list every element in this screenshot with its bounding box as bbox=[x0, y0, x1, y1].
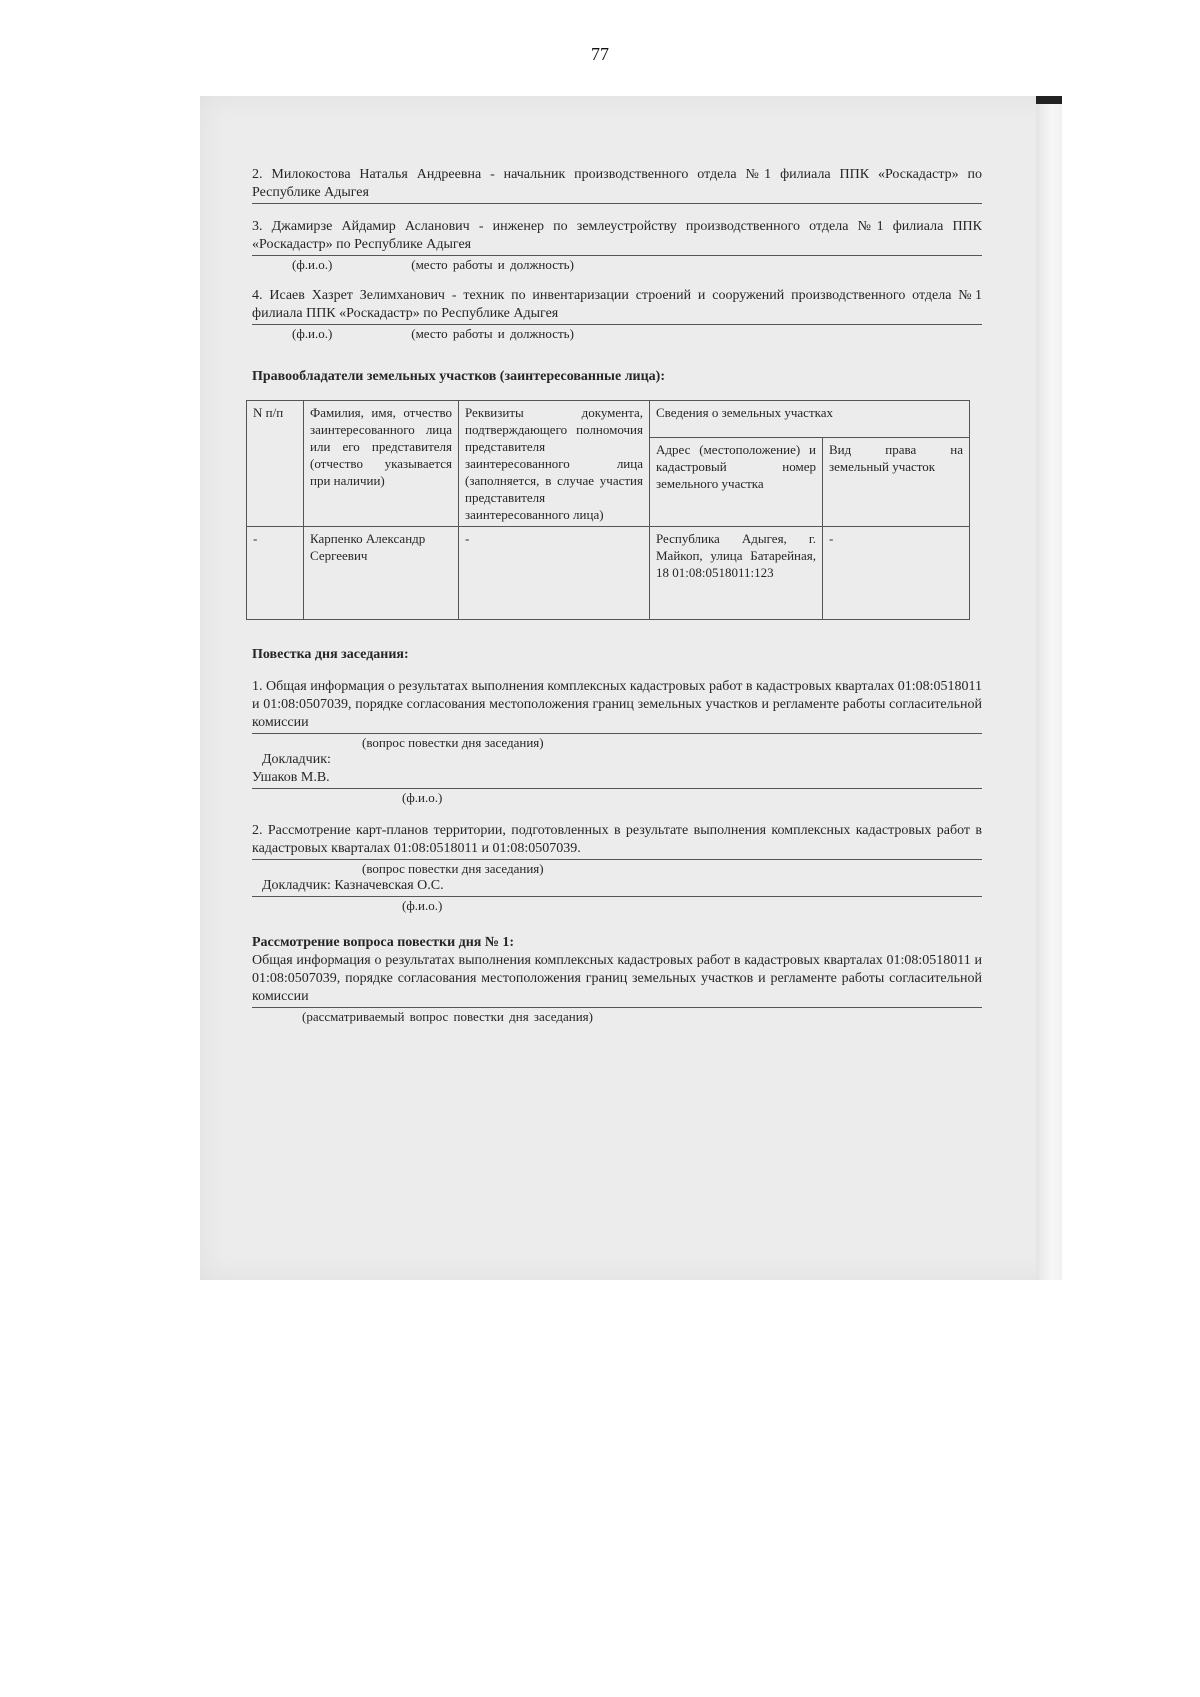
consideration-text: Общая информация о результатах выполнения комплексных кадастровых работ в кадастровых кварталах 01:08:0518011 и 01:08:0507039, порядке согласования местоположения границ земельных участков и регламенте работы согласительной комиссии bbox=[252, 952, 982, 1008]
scan-edge bbox=[1036, 96, 1062, 1280]
member-text: 2. Милокостова Наталья Андреевна - начальник производственного отдела №1 филиала ППК «Роскадастр» по Республике Адыгея bbox=[252, 166, 982, 204]
agenda-item-2 bbox=[252, 822, 982, 914]
agenda-title: Повестка дня заседания: bbox=[252, 647, 409, 662]
table-header-row bbox=[247, 401, 970, 438]
agenda-text: 2. Рассмотрение карт-планов территории, подготовленных в результате выполнения комплексных кадастровых работ в кадастровых кварталах 01:08:0518011 и 01:08:0507039. bbox=[252, 822, 982, 860]
consideration-title: Рассмотрение вопроса повестки дня № 1: bbox=[252, 935, 515, 950]
member-entry-3 bbox=[252, 218, 982, 273]
header-right: Вид права на земельный участок bbox=[823, 437, 970, 526]
fio-caption: (ф.и.о.) bbox=[292, 257, 333, 272]
header-number: N п/п bbox=[247, 401, 304, 527]
owners-title: Правообладатели земельных участков (заинтересованные лица): bbox=[252, 369, 665, 384]
speaker-label: Докладчик: bbox=[262, 752, 331, 767]
position-caption: (место работы и должность) bbox=[411, 257, 574, 272]
speaker-line: Докладчик: Казначевская О.С. bbox=[252, 877, 982, 897]
owners-table bbox=[246, 400, 970, 620]
cell-address: Республика Адыгея, г. Майкоп, улица Батарейная, 18 01:08:0518011:123 bbox=[650, 527, 823, 620]
agenda-item-1 bbox=[252, 678, 982, 806]
cell-name: Карпенко Александр Сергеевич bbox=[304, 527, 459, 620]
member-text: 3. Джамирзе Айдамир Асланович - инженер по землеустройству производственного отдела №1 филиала ППК «Роскадастр» по Республике Адыгея bbox=[252, 218, 982, 256]
scan-mark bbox=[1036, 96, 1062, 104]
member-entry-2 bbox=[252, 166, 982, 204]
page-number: 77 bbox=[591, 44, 609, 64]
cell-document: - bbox=[459, 527, 650, 620]
consideration-caption: (рассматриваемый вопрос повестки дня заседания) bbox=[302, 1009, 593, 1024]
document-content bbox=[252, 166, 982, 1025]
member-text: 4. Исаев Хазрет Зелимханович - техник по инвентаризации строений и сооружений производственного отдела №1 филиала ППК «Роскадастр» по Республике Адыгея bbox=[252, 287, 982, 325]
member-entry-4 bbox=[252, 287, 982, 342]
agenda-caption: (вопрос повестки дня заседания) bbox=[362, 861, 544, 876]
cell-number: - bbox=[247, 527, 304, 620]
table-row bbox=[247, 527, 970, 620]
scanned-page bbox=[200, 96, 1062, 1280]
header-name: Фамилия, имя, отчество заинтересованного лица или его представителя (отчество указывается при наличии) bbox=[304, 401, 459, 527]
member-caption bbox=[252, 325, 982, 342]
header-land-info: Сведения о земельных участках bbox=[650, 401, 970, 438]
speaker-caption: (ф.и.о.) bbox=[402, 898, 443, 913]
header-document: Реквизиты документа, подтверждающего полномочия представителя заинтересованного лица (заполняется, в случае участия представителя заинтересованного лица) bbox=[459, 401, 650, 527]
speaker-caption: (ф.и.о.) bbox=[402, 790, 443, 805]
header-address: Адрес (местоположение) и кадастровый номер земельного участка bbox=[650, 437, 823, 526]
member-caption bbox=[252, 256, 982, 273]
speaker-name: Ушаков М.В. bbox=[252, 769, 982, 789]
fio-caption: (ф.и.о.) bbox=[292, 326, 333, 341]
agenda-text: 1. Общая информация о результатах выполнения комплексных кадастровых работ в кадастровых кварталах 01:08:0518011 и 01:08:0507039, порядке согласования местоположения границ земельных участков и регламенте работы согласительной комиссии bbox=[252, 678, 982, 734]
cell-right: - bbox=[823, 527, 970, 620]
position-caption: (место работы и должность) bbox=[411, 326, 574, 341]
agenda-caption: (вопрос повестки дня заседания) bbox=[362, 735, 544, 750]
